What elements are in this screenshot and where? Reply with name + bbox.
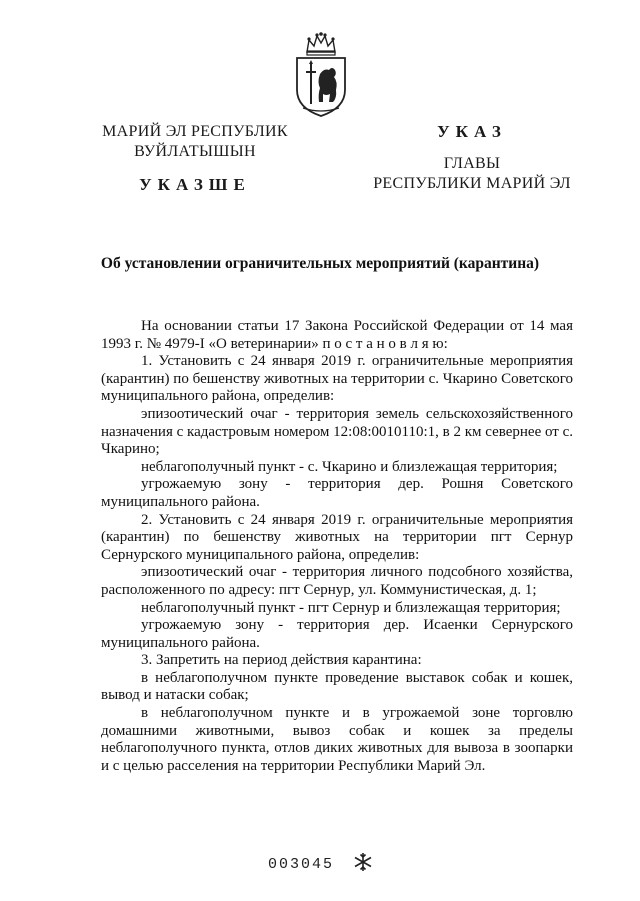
- paragraph: в неблагополучном пункте проведение выставок собак и кошек, вывод и натаски собак;: [101, 669, 573, 704]
- header-left-decree: УКАЗШЕ: [139, 175, 251, 194]
- header-left-line2: ВУЙЛАТЫШЫН: [134, 143, 256, 160]
- document-serial-number: 003045: [268, 856, 335, 873]
- header-right-block: [352, 122, 592, 194]
- paragraph: угрожаемую зону - территория дер. Рошня Советского муниципального района.: [101, 476, 573, 510]
- paragraph: 1. Установить с 24 января 2019 г. ограничительные мероприятия (карантин) по бешенству животных на территории с. Чкарино Советского муниципального района, определив:: [101, 353, 573, 405]
- header-left-block: [90, 122, 300, 195]
- header-right-decree: УКАЗ: [437, 122, 507, 141]
- paragraph: в неблагополучном пункте и в угрожаемой зоне торговлю домашними животными, вывоз собак и кошек за пределы неблагополучного пункта, отлов диких животных для вывоза в зоопарки и с целью расселения на территории Республики Марий Эл.: [101, 705, 573, 774]
- paragraph: неблагополучный пункт - пгт Сернур и близлежащая территория;: [141, 599, 561, 616]
- paragraph: неблагополучный пункт - с. Чкарино и близлежащая территория;: [141, 458, 558, 475]
- header-right-line2: ГЛАВЫ: [443, 155, 501, 172]
- coat-of-arms-icon: [293, 30, 349, 118]
- paragraph: 2. Установить с 24 января 2019 г. ограничительные мероприятия (карантин) по бешенству животных на территории пгт Сернур Сернурского муниципального района, определив:: [101, 511, 573, 563]
- paragraph: эпизоотический очаг - территория земель сельскохозяйственного назначения с кадастровым номером 12:08:0010110:1, в 2 км севернее от с. Чкарино;: [101, 405, 573, 458]
- paragraph: 3. Запретить на период действия карантина:: [141, 652, 422, 669]
- header-left-line1: МАРИЙ ЭЛ РЕСПУБЛИК: [102, 123, 288, 140]
- paragraph: На основании статьи 17 Закона Российской Федерации от 14 мая 1993 г. № 4979-I «О ветеринарии» п о с т а н о в л я ю:: [101, 318, 573, 352]
- document-body: [101, 318, 573, 775]
- header-right-line3: РЕСПУБЛИКИ МАРИЙ ЭЛ: [373, 175, 571, 192]
- paragraph: эпизоотический очаг - территория личного подсобного хозяйства, расположенного по адресу: пгт Сернур, ул. Коммунистическая, д. 1;: [101, 564, 573, 598]
- paragraph: угрожаемую зону - территория дер. Исаенки Сернурского муниципального района.: [101, 617, 573, 651]
- snowflake-icon: [352, 851, 374, 873]
- document-title: Об установлении ограничительных мероприятий (карантина): [100, 255, 540, 272]
